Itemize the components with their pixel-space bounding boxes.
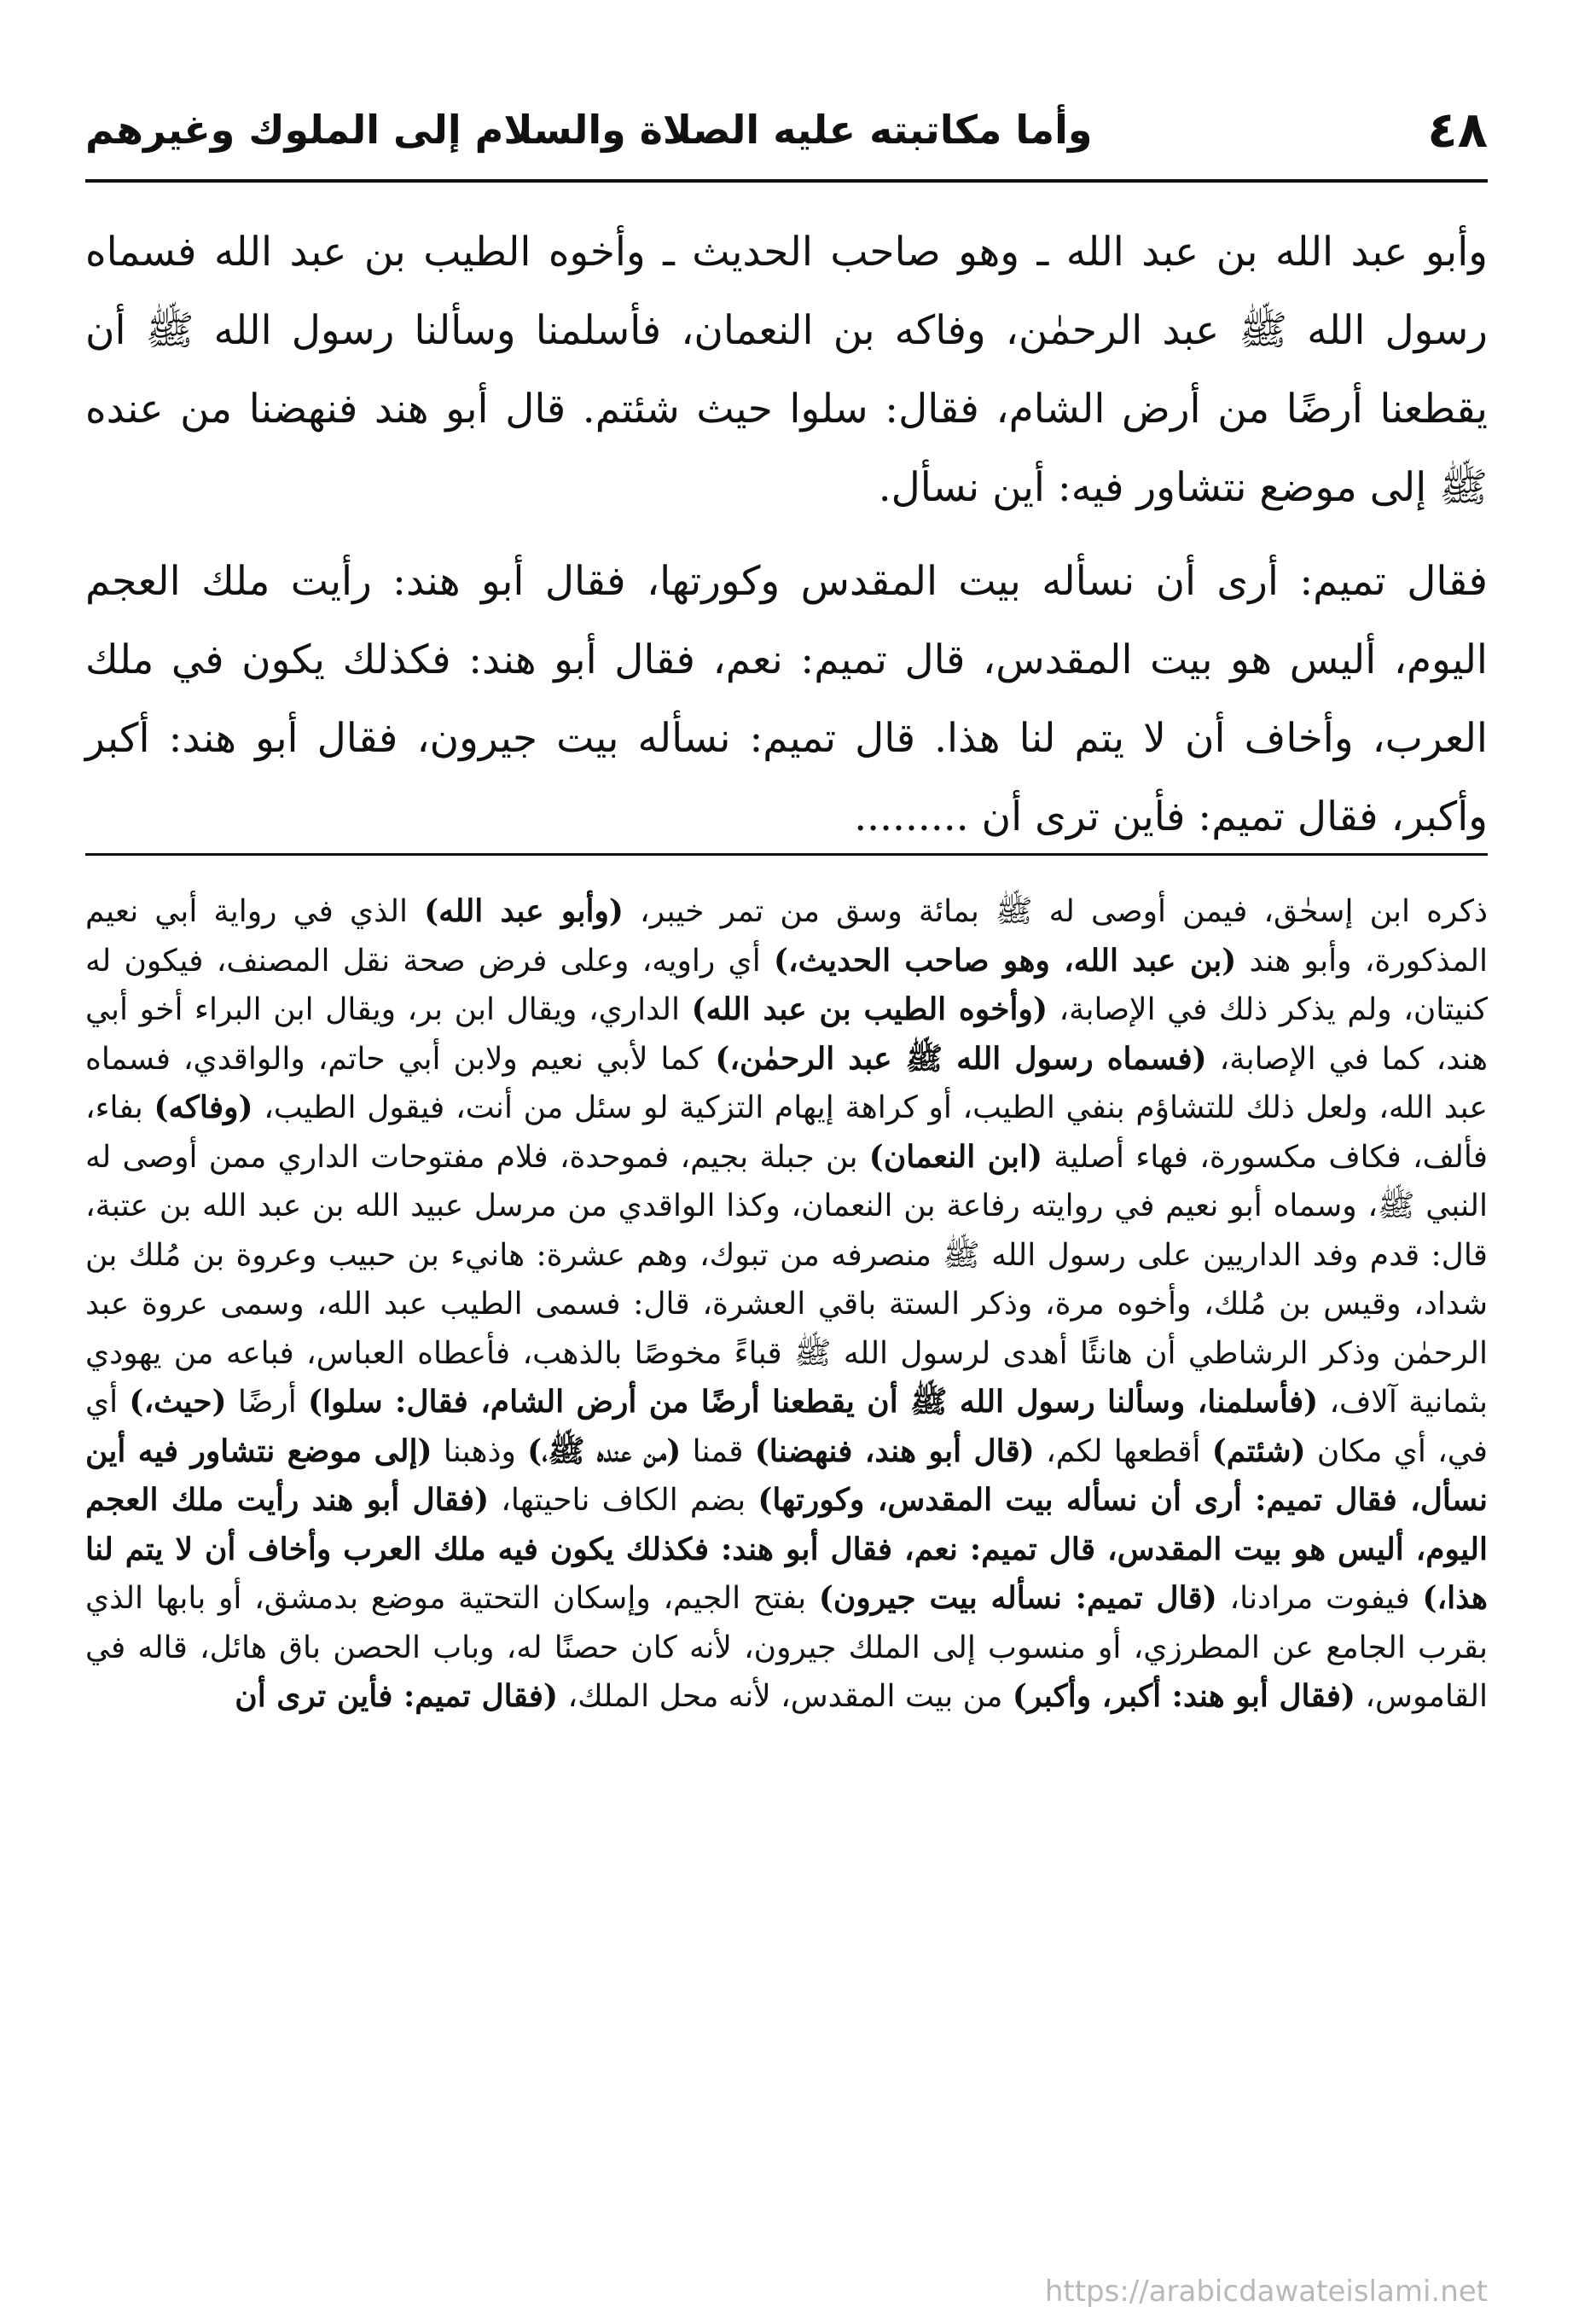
commentary-paragraph: [85, 887, 1488, 1722]
commentary-text: ذكره ابن إسحٰق، فيمن أوصى له ﷺ بمائة وسق من تمر خيبر،: [623, 894, 1488, 929]
running-title: وأما مكاتبته عليه الصلاة والسلام إلى الملوك وغيرهم: [85, 107, 1093, 153]
commentary-quote: (قال أبو هند، فنهضنا): [754, 1432, 1035, 1469]
commentary-quote: (وفاكه): [154, 1089, 253, 1125]
header-rule: [85, 179, 1488, 183]
commentary-quote: (من عنده ﷺ،): [527, 1432, 682, 1469]
commentary-text: أرضًا: [226, 1385, 308, 1420]
commentary-text: بفتح الجيم، وإسكان التحتية موضع بدمشق، أو بابها الذي بقرب الجامع عن المطرزي، أو منسوب إلى الملك جيرون، لأنه كان حصنًا له، وباب الحصن باق هائل، قاله في القاموس،: [85, 1581, 1488, 1714]
commentary-text: فيفوت مرادنا،: [1216, 1581, 1423, 1616]
commentary-text: الذي في رواية أبي نعيم المذكورة، وأبو هند: [85, 894, 1489, 979]
commentary-quote: (فسماه رسول الله ﷺ عبد الرحمٰن،): [715, 1040, 1207, 1077]
main-text: [85, 213, 1488, 872]
commentary-quote: (قال تميم: نسأله بيت جيرون): [818, 1580, 1217, 1616]
commentary-quote: (ابن النعمان): [868, 1138, 1043, 1175]
commentary-text: الداري، ويقال ابن بر، ويقال ابن البراء أخو أبي هند، كما في الإصابة،: [85, 992, 1489, 1077]
commentary: [85, 887, 1488, 1722]
commentary-text: وذهبنا: [432, 1433, 528, 1469]
commentary-text: أي راويه، وعلى فرض صحة نقل المصنف، فيكون له كنيتان، ولم يذكر ذلك في الإصابة،: [85, 943, 1488, 1027]
commentary-quote: (حيث،): [129, 1384, 227, 1420]
watermark: https://arabicdawateislami.net: [1044, 2275, 1488, 2309]
commentary-quote: (وأبو عبد الله): [424, 893, 624, 929]
footnote-divider: [85, 853, 1488, 856]
commentary-text: أي في، أي مكان: [85, 1385, 1488, 1469]
commentary-text: بفاء، فألف، فكاف مكسورة، فهاء أصلية: [85, 1090, 1489, 1175]
commentary-quote: (فقال أبو هند: أكبر، وأكبر): [1012, 1678, 1355, 1714]
commentary-quote: (فأسلمنا، وسألنا رسول الله ﷺ أن يقطعنا أرضًا من أرض الشام، فقال: سلوا): [307, 1384, 1319, 1420]
commentary-text: بن جبلة بجيم، فموحدة، فلام مفتوحات الداري ممن أوصى له النبي ﷺ، وسماه أبو نعيم في روايته رفاعة بن النعمان، وكذا الواقدي من مرسل عبيد الله بن عبد الله بن عتبة، قال: قدم وفد الداريين على رسول الله ﷺ منصرفه من تبوك، وهم عشرة: هانيء بن حبيب وعروة بن مُلك بن شداد، وقيس بن مُلك، وأخوه مرة، وذكر الستة باقي العشرة، قال: فسمى الطيب عبد الله، وسمى عروة عبد الرحمٰن وذكر الرشاطي أن هانئًا أهدى لرسول الله ﷺ قباءً مخوصًا بالذهب، فأعطاه العباس، فباعه من يهودي بثمانية آلاف،: [85, 1139, 1488, 1420]
main-paragraph-1: وأبو عبد الله بن عبد الله ـ وهو صاحب الحديث ـ وأخوه الطيب بن عبد الله فسماه رسول الله ﷺ عبد الرحمٰن، وفاكه بن النعمان، فأسلمنا وسألنا رسول الله ﷺ أن يقطعنا أرضًا من أرض الشام، فقال: سلوا حيث شئتم. قال أبو هند فنهضنا من عنده ﷺ إلى موضع نتشاور فيه: أين نسأل.: [85, 229, 1488, 511]
commentary-quote: (فقال تميم: فأين ترى أن: [235, 1678, 559, 1714]
commentary-text: من بيت المقدس، لأنه محل الملك،: [558, 1679, 1013, 1714]
page-header: [85, 82, 1488, 177]
commentary-text: أقطعها لكم،: [1034, 1433, 1212, 1469]
page-number: ٤٨: [1427, 101, 1488, 159]
commentary-text: بضم الكاف ناحيتها،: [489, 1483, 758, 1518]
commentary-text: قمنا: [681, 1433, 755, 1469]
main-paragraph-2: فقال تميم: أرى أن نسأله بيت المقدس وكورتها، فقال أبو هند: رأيت ملك العجم اليوم، أليس هو بيت المقدس، قال تميم: نعم، فقال أبو هند: فكذلك يكون في ملك العرب، وأخاف أن لا يتم لنا هذا. قال تميم: نسأله بيت جيرون، فقال أبو هند: أكبر وأكبر، فقال تميم: فأين ترى أن .........: [85, 558, 1488, 840]
commentary-quote: (شئتم): [1211, 1432, 1306, 1469]
commentary-quote: (بن عبد الله، وهو صاحب الحديث،): [773, 942, 1237, 979]
commentary-text: كما لأبي نعيم ولابن أبي حاتم، والواقدي، فسماه عبد الله، ولعل ذلك للتشاؤم بنفي الطيب، أو كراهة إيهام التزكية لو سئل من أنت، فيقول الطيب،: [85, 1041, 1488, 1125]
commentary-quote: (وأخوه الطيب بن عبد الله): [691, 991, 1048, 1027]
commentary-quote: (إلى موضع نتشاور فيه أين نسأل، فقال تميم: أرى أن نسأله بيت المقدس، وكورتها): [85, 1432, 1488, 1518]
commentary-quote: (فقال أبو هند رأيت ملك العجم اليوم، أليس هو بيت المقدس، قال تميم: نعم، فقال أبو هند: فكذلك يكون فيه ملك العرب وأخاف أن لا يتم لنا هذا،): [85, 1482, 1489, 1616]
